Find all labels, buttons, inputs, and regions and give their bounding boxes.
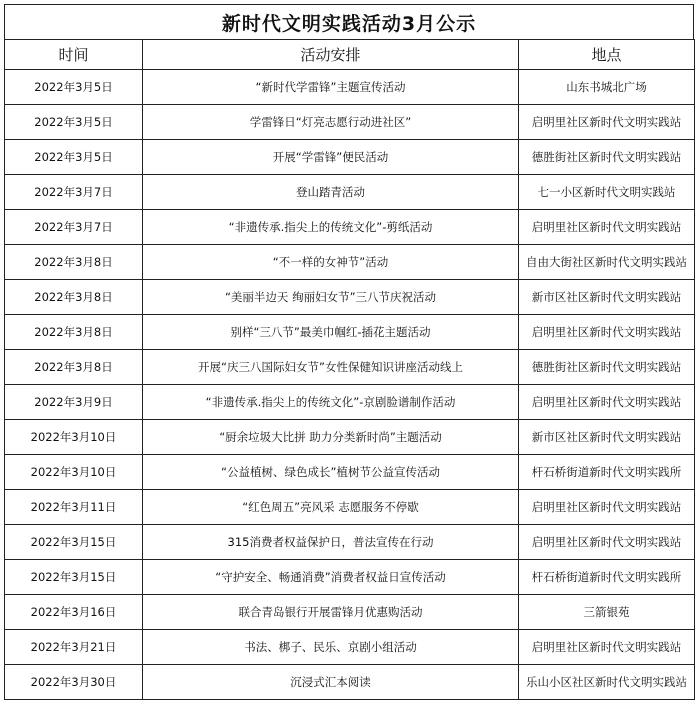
cell-place: 启明里社区新时代文明实践站 [519,105,695,140]
cell-date: 2022年3月30日 [5,665,143,700]
table-row [5,385,695,420]
cell-date: 2022年3月16日 [5,595,143,630]
page-title: 新时代文明实践活动3月公示 [4,4,694,40]
cell-place: 乐山小区社区新时代文明实践站 [519,665,695,700]
header-row [5,40,695,70]
cell-date: 2022年3月5日 [5,105,143,140]
table-row [5,455,695,490]
table-row [5,560,695,595]
cell-activity: “守护安全、畅通消费”消费者权益日宣传活动 [143,560,519,595]
table-row [5,525,695,560]
cell-date: 2022年3月8日 [5,280,143,315]
cell-place: 启明里社区新时代文明实践站 [519,385,695,420]
cell-activity: 登山踏青活动 [143,175,519,210]
cell-place: 德胜街社区新时代文明实践站 [519,140,695,175]
cell-place: 启明里社区新时代文明实践站 [519,630,695,665]
cell-activity: “新时代学雷锋”主题宣传活动 [143,70,519,105]
cell-activity: “非遗传承.指尖上的传统文化”-京剧脸谱制作活动 [143,385,519,420]
column-header-place: 地点 [519,40,695,70]
cell-date: 2022年3月7日 [5,175,143,210]
cell-place: 新市区社区新时代文明实践站 [519,420,695,455]
cell-activity: “美丽半边天 绚丽妇女节”三八节庆祝活动 [143,280,519,315]
cell-place: 启明里社区新时代文明实践站 [519,490,695,525]
table-row [5,490,695,525]
cell-date: 2022年3月5日 [5,70,143,105]
cell-place: 杆石桥街道新时代文明实践所 [519,455,695,490]
cell-date: 2022年3月7日 [5,210,143,245]
cell-activity: 书法、梆子、民乐、京剧小组活动 [143,630,519,665]
cell-place: 山东书城北广场 [519,70,695,105]
cell-activity: “非遗传承.指尖上的传统文化”-剪纸活动 [143,210,519,245]
table-row [5,105,695,140]
cell-activity: 沉浸式汇本阅读 [143,665,519,700]
column-header-activity: 活动安排 [143,40,519,70]
table-row [5,630,695,665]
cell-date: 2022年3月5日 [5,140,143,175]
cell-date: 2022年3月8日 [5,315,143,350]
cell-activity: “厨余垃圾大比拼 助力分类新时尚”主题活动 [143,420,519,455]
column-header-time: 时间 [5,40,143,70]
cell-activity: “红色周五”亮风采 志愿服务不停歇 [143,490,519,525]
cell-date: 2022年3月11日 [5,490,143,525]
table-row [5,245,695,280]
table-row [5,280,695,315]
table-row [5,210,695,245]
cell-activity: 别样“三八节”最美巾帼红-插花主题活动 [143,315,519,350]
table-row [5,665,695,700]
cell-activity: 开展“学雷锋”便民活动 [143,140,519,175]
cell-place: 新市区社区新时代文明实践站 [519,280,695,315]
cell-date: 2022年3月10日 [5,455,143,490]
table-row [5,175,695,210]
cell-date: 2022年3月10日 [5,420,143,455]
table-row [5,595,695,630]
cell-date: 2022年3月8日 [5,350,143,385]
table-row [5,350,695,385]
cell-place: 自由大街社区新时代文明实践站 [519,245,695,280]
cell-date: 2022年3月8日 [5,245,143,280]
cell-place: 德胜街社区新时代文明实践站 [519,350,695,385]
schedule-table [4,39,695,700]
table-row [5,140,695,175]
table-row [5,420,695,455]
table-row [5,315,695,350]
cell-date: 2022年3月15日 [5,560,143,595]
cell-activity: 开展“庆三八国际妇女节”女性保健知识讲座活动线上 [143,350,519,385]
cell-place: 三箭银苑 [519,595,695,630]
cell-activity: 联合青岛银行开展雷锋月优惠购活动 [143,595,519,630]
cell-activity: “不一样的女神节”活动 [143,245,519,280]
cell-place: 七一小区新时代文明实践站 [519,175,695,210]
cell-place: 杆石桥街道新时代文明实践所 [519,560,695,595]
cell-activity: 学雷锋日“灯亮志愿行动进社区” [143,105,519,140]
cell-date: 2022年3月9日 [5,385,143,420]
cell-date: 2022年3月21日 [5,630,143,665]
cell-activity: “公益植树、绿色成长”植树节公益宣传活动 [143,455,519,490]
cell-place: 启明里社区新时代文明实践站 [519,315,695,350]
table-row [5,70,695,105]
cell-place: 启明里社区新时代文明实践站 [519,525,695,560]
cell-date: 2022年3月15日 [5,525,143,560]
cell-place: 启明里社区新时代文明实践站 [519,210,695,245]
cell-activity: 315消费者权益保护日，普法宣传在行动 [143,525,519,560]
